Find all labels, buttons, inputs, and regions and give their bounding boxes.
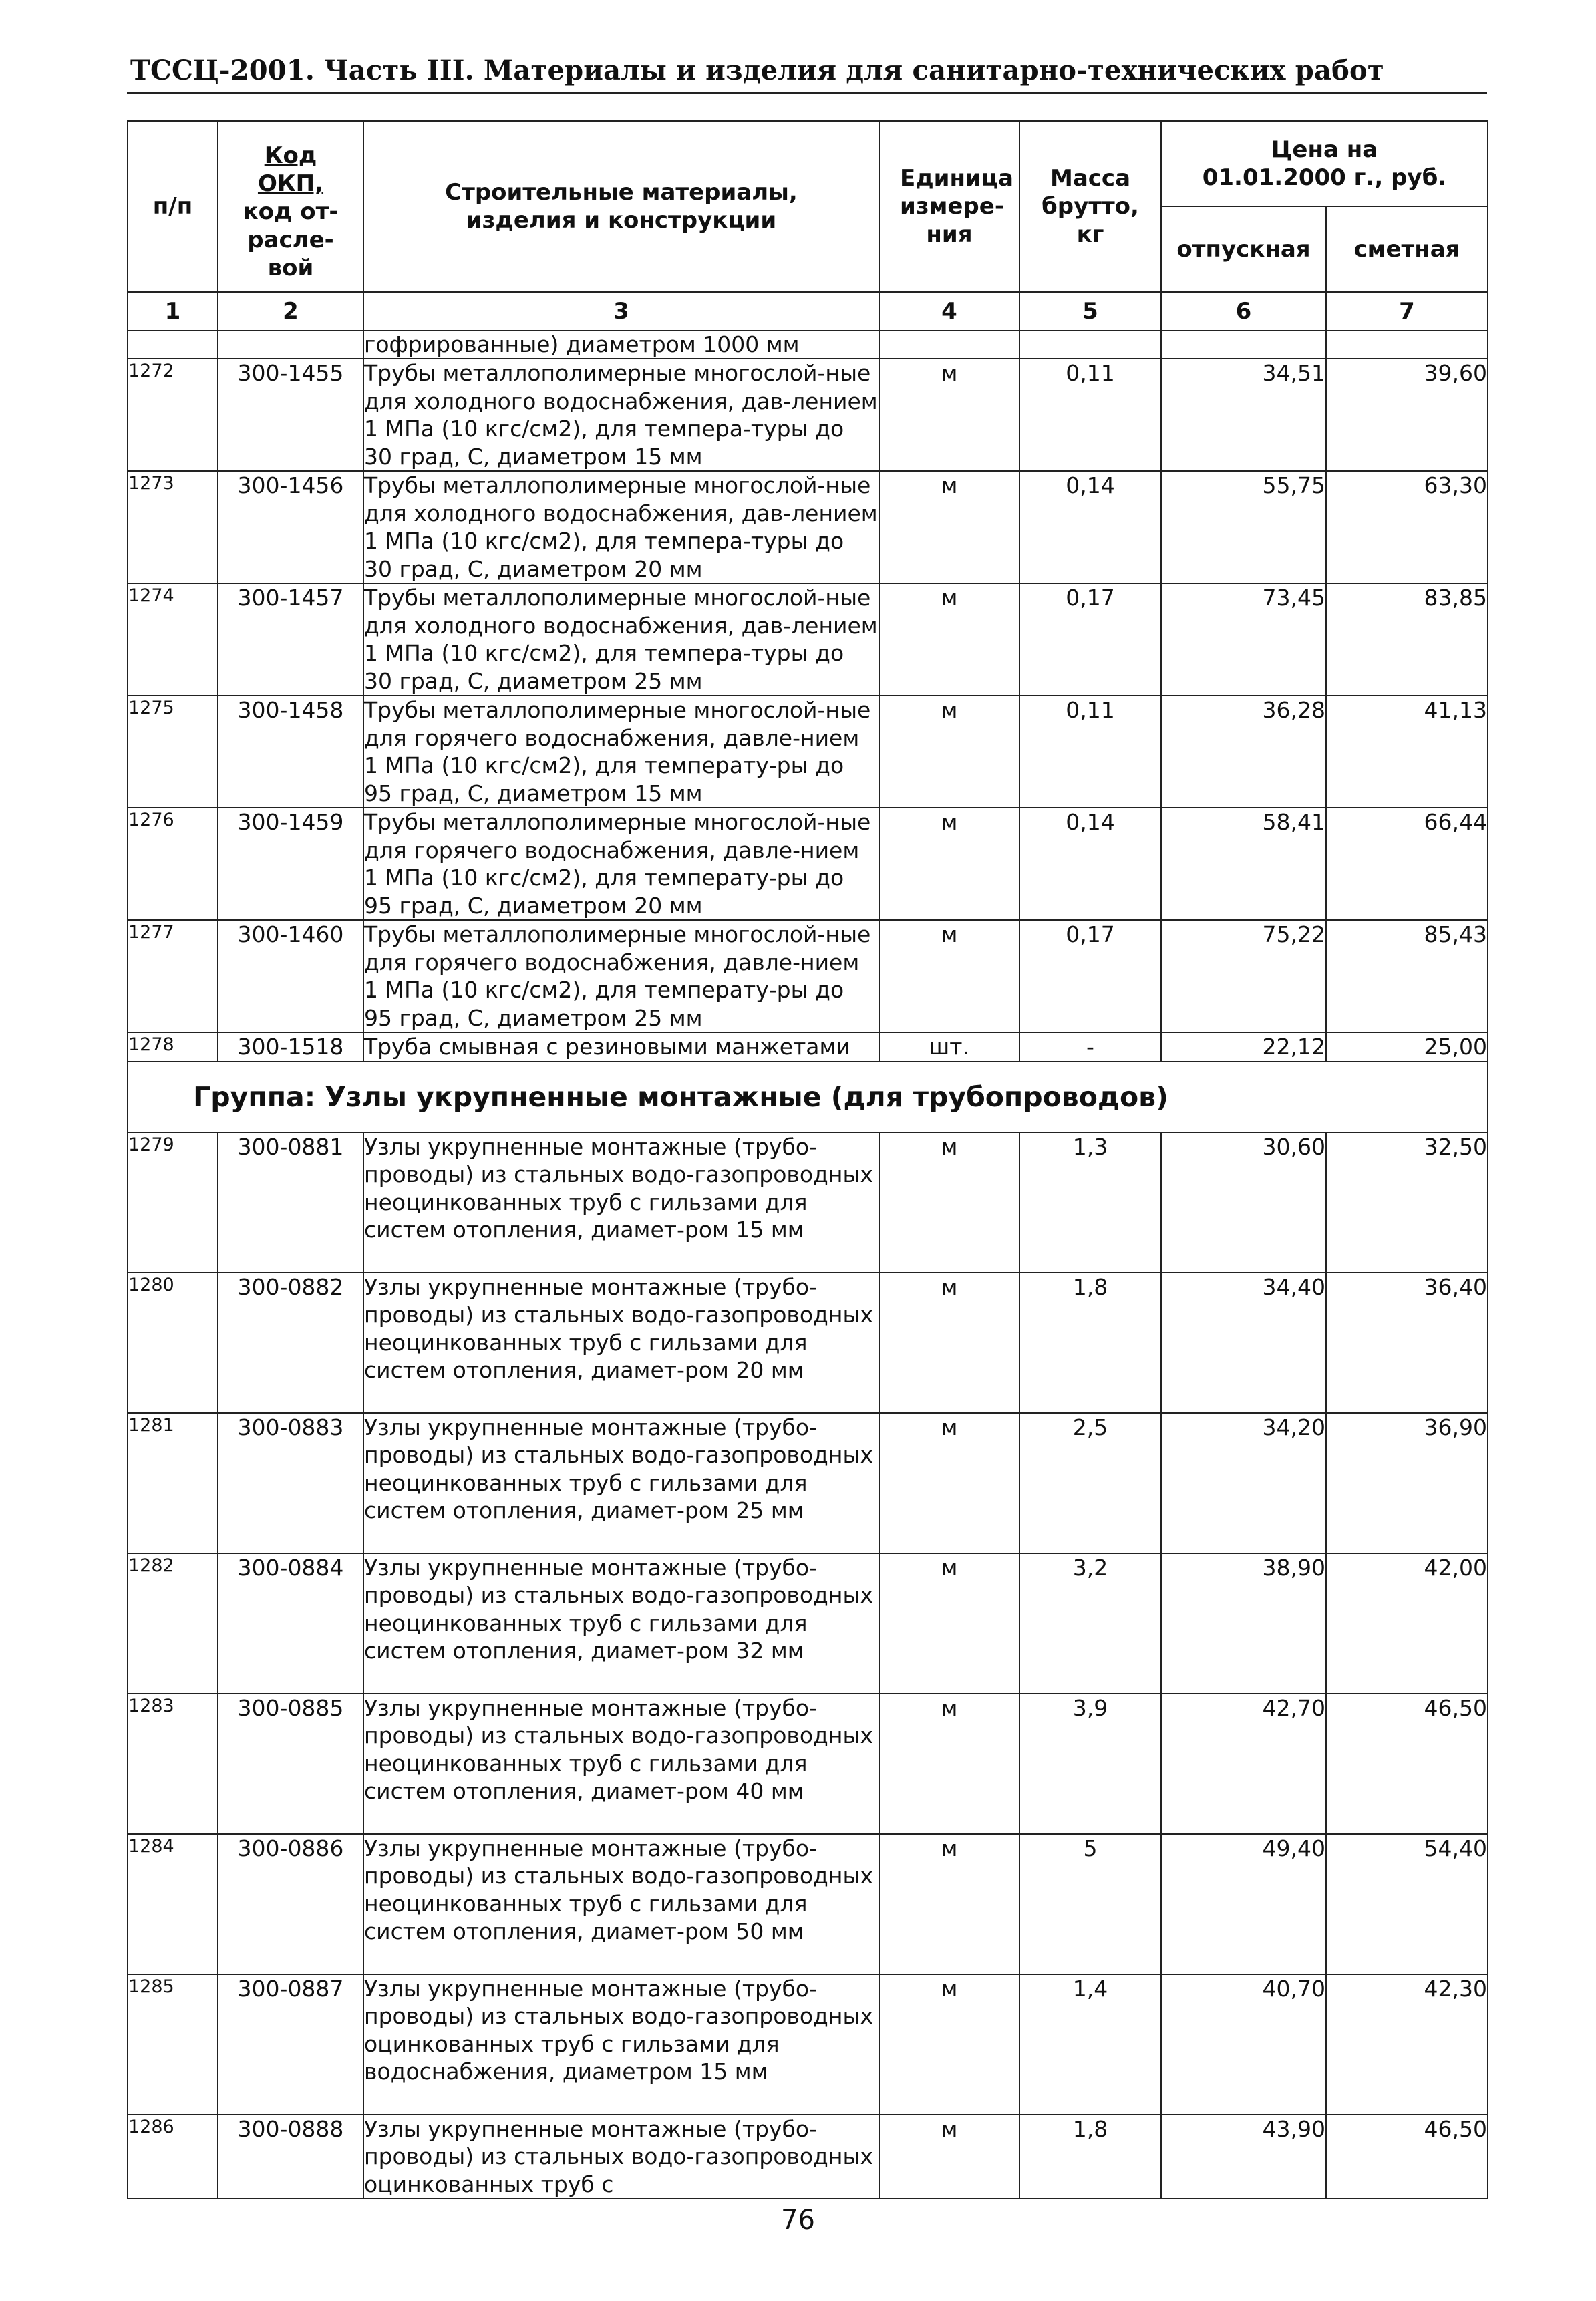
mass-value: 3,9 bbox=[1019, 1694, 1161, 1834]
header-code-line4: расле- bbox=[247, 226, 334, 253]
mass-value: 1,8 bbox=[1019, 1273, 1161, 1413]
page-number: 76 bbox=[781, 2205, 815, 2236]
table-row bbox=[128, 1132, 1488, 1273]
unit-value: м bbox=[879, 2115, 1019, 2199]
table-row bbox=[128, 1834, 1488, 1974]
row-number: 1280 bbox=[128, 1273, 218, 1413]
continuation-row bbox=[128, 331, 1488, 359]
row-number: 1282 bbox=[128, 1553, 218, 1694]
material-code: 300-0882 bbox=[218, 1273, 363, 1413]
table-row bbox=[128, 471, 1488, 583]
unit-value: м bbox=[879, 808, 1019, 920]
material-code: 300-1458 bbox=[218, 696, 363, 808]
table-row bbox=[128, 1273, 1488, 1413]
mass-value: 1,4 bbox=[1019, 1974, 1161, 2115]
group-title: Группа: Узлы укрупненные монтажные (для трубопроводов) bbox=[128, 1062, 1488, 1132]
unit-value: м bbox=[879, 920, 1019, 1032]
material-description: Узлы укрупненные монтажные (трубо-проводы) из стальных водо-газопроводных неоцинкованных труб с гильзами для систем отопления, диамет-ром 32 мм bbox=[363, 1553, 879, 1694]
material-description: Трубы металлополимерные многослой-ные для горячего водоснабжения, давле-нием 1 МПа (10 кгс/см2), для температу-ры до 95 град, С, диаметром 15 мм bbox=[363, 696, 879, 808]
header-code-line1: Код bbox=[264, 142, 317, 169]
empty-cell bbox=[218, 331, 363, 359]
material-code: 300-1456 bbox=[218, 471, 363, 583]
material-code: 300-0881 bbox=[218, 1132, 363, 1273]
estimate-price: 46,50 bbox=[1326, 1694, 1488, 1834]
mass-value: 0,11 bbox=[1019, 359, 1161, 471]
mass-value: 5 bbox=[1019, 1834, 1161, 1974]
table-row bbox=[128, 2115, 1488, 2199]
mass-value: 0,17 bbox=[1019, 920, 1161, 1032]
release-price: 34,40 bbox=[1161, 1273, 1326, 1413]
empty-cell bbox=[128, 331, 218, 359]
row-number: 1273 bbox=[128, 471, 218, 583]
table-row bbox=[128, 583, 1488, 696]
material-code: 300-0883 bbox=[218, 1413, 363, 1553]
material-code: 300-0886 bbox=[218, 1834, 363, 1974]
mass-value: 1,3 bbox=[1019, 1132, 1161, 1273]
unit-value: м bbox=[879, 471, 1019, 583]
release-price: 49,40 bbox=[1161, 1834, 1326, 1974]
table-row bbox=[128, 359, 1488, 471]
header-price-release: отпускная bbox=[1161, 206, 1326, 292]
estimate-price: 46,50 bbox=[1326, 2115, 1488, 2199]
release-price: 22,12 bbox=[1161, 1032, 1326, 1062]
unit-value: м bbox=[879, 1834, 1019, 1974]
material-code: 300-0884 bbox=[218, 1553, 363, 1694]
unit-value: м bbox=[879, 1553, 1019, 1694]
row-number: 1284 bbox=[128, 1834, 218, 1974]
estimate-price: 63,30 bbox=[1326, 471, 1488, 583]
material-description: Трубы металлополимерные многослой-ные для холодного водоснабжения, дав-лением 1 МПа (10 кгс/см2), для темпера-туры до 30 град, С, диаметром 15 мм bbox=[363, 359, 879, 471]
material-description: Трубы металлополимерные многослой-ные для горячего водоснабжения, давле-нием 1 МПа (10 кгс/см2), для температу-ры до 95 град, С, диаметром 25 мм bbox=[363, 920, 879, 1032]
material-code: 300-1518 bbox=[218, 1032, 363, 1062]
row-number: 1277 bbox=[128, 920, 218, 1032]
col-number: 7 bbox=[1326, 292, 1488, 331]
row-number: 1274 bbox=[128, 583, 218, 696]
release-price: 75,22 bbox=[1161, 920, 1326, 1032]
empty-cell bbox=[1161, 331, 1326, 359]
mass-value: 1,8 bbox=[1019, 2115, 1161, 2199]
estimate-price: 54,40 bbox=[1326, 1834, 1488, 1974]
material-description: Узлы укрупненные монтажные (трубо-проводы) из стальных водо-газопроводных оцинкованных труб с bbox=[363, 2115, 879, 2199]
table-row bbox=[128, 1694, 1488, 1834]
header-code-line3: код от- bbox=[243, 198, 339, 225]
release-price: 34,20 bbox=[1161, 1413, 1326, 1553]
column-numbers-row bbox=[128, 292, 1488, 331]
row-number: 1286 bbox=[128, 2115, 218, 2199]
estimate-price: 39,60 bbox=[1326, 359, 1488, 471]
header-code-line2: ОКП, bbox=[257, 170, 324, 197]
mass-value: - bbox=[1019, 1032, 1161, 1062]
material-code: 300-1459 bbox=[218, 808, 363, 920]
col-number: 6 bbox=[1161, 292, 1326, 331]
mass-value: 0,11 bbox=[1019, 696, 1161, 808]
material-description: Узлы укрупненные монтажные (трубо-проводы) из стальных водо-газопроводных неоцинкованных труб с гильзами для систем отопления, диамет-ром 40 мм bbox=[363, 1694, 879, 1834]
material-code: 300-1457 bbox=[218, 583, 363, 696]
mass-value: 3,2 bbox=[1019, 1553, 1161, 1694]
mass-value: 2,5 bbox=[1019, 1413, 1161, 1553]
material-description: Узлы укрупненные монтажные (трубо-проводы) из стальных водо-газопроводных неоцинкованных труб с гильзами для систем отопления, диамет-ром 25 мм bbox=[363, 1413, 879, 1553]
material-code: 300-0885 bbox=[218, 1694, 363, 1834]
estimate-price: 25,00 bbox=[1326, 1032, 1488, 1062]
col-number: 1 bbox=[128, 292, 218, 331]
material-code: 300-0888 bbox=[218, 2115, 363, 2199]
material-code: 300-1455 bbox=[218, 359, 363, 471]
table-row bbox=[128, 808, 1488, 920]
unit-value: м bbox=[879, 1413, 1019, 1553]
mass-value: 0,14 bbox=[1019, 471, 1161, 583]
header-num: п/п bbox=[128, 121, 218, 292]
empty-cell bbox=[879, 331, 1019, 359]
material-description: Узлы укрупненные монтажные (трубо-проводы) из стальных водо-газопроводных неоцинкованных труб с гильзами для систем отопления, диамет-ром 15 мм bbox=[363, 1132, 879, 1273]
table-row bbox=[128, 1413, 1488, 1553]
header-mass: Масса брутто, кг bbox=[1019, 121, 1161, 292]
material-description: Трубы металлополимерные многослой-ные для холодного водоснабжения, дав-лением 1 МПа (10 кгс/см2), для темпера-туры до 30 град, С, диаметром 20 мм bbox=[363, 471, 879, 583]
row-number: 1278 bbox=[128, 1032, 218, 1062]
release-price: 36,28 bbox=[1161, 696, 1326, 808]
row-number: 1281 bbox=[128, 1413, 218, 1553]
continuation-text: гофрированные) диаметром 1000 мм bbox=[363, 331, 879, 359]
col-number: 3 bbox=[363, 292, 879, 331]
header-code-line5: вой bbox=[267, 255, 314, 281]
header-unit: Единица измере-ния bbox=[879, 121, 1019, 292]
row-number: 1283 bbox=[128, 1694, 218, 1834]
row-number: 1279 bbox=[128, 1132, 218, 1273]
empty-cell bbox=[1326, 331, 1488, 359]
table-row bbox=[128, 1553, 1488, 1694]
estimate-price: 42,30 bbox=[1326, 1974, 1488, 2115]
estimate-price: 32,50 bbox=[1326, 1132, 1488, 1273]
materials-price-table bbox=[127, 120, 1488, 2199]
release-price: 38,90 bbox=[1161, 1553, 1326, 1694]
material-description: Трубы металлополимерные многослой-ные для холодного водоснабжения, дав-лением 1 МПа (10 кгс/см2), для темпера-туры до 30 град, С, диаметром 25 мм bbox=[363, 583, 879, 696]
document-header: ТССЦ-2001. Часть III. Материалы и изделия для санитарно-технических работ bbox=[130, 55, 1384, 86]
col-number: 5 bbox=[1019, 292, 1161, 331]
col-number: 4 bbox=[879, 292, 1019, 331]
estimate-price: 85,43 bbox=[1326, 920, 1488, 1032]
release-price: 42,70 bbox=[1161, 1694, 1326, 1834]
material-code: 300-1460 bbox=[218, 920, 363, 1032]
estimate-price: 36,90 bbox=[1326, 1413, 1488, 1553]
header-price-estimate: сметная bbox=[1326, 206, 1488, 292]
estimate-price: 41,13 bbox=[1326, 696, 1488, 808]
table-row bbox=[128, 696, 1488, 808]
mass-value: 0,17 bbox=[1019, 583, 1161, 696]
row-number: 1275 bbox=[128, 696, 218, 808]
material-description: Труба смывная с резиновыми манжетами bbox=[363, 1032, 879, 1062]
unit-value: м bbox=[879, 1694, 1019, 1834]
row-number: 1272 bbox=[128, 359, 218, 471]
header-name: Строительные материалы, изделия и конструкции bbox=[363, 121, 879, 292]
unit-value: м bbox=[879, 1132, 1019, 1273]
material-description: Трубы металлополимерные многослой-ные для горячего водоснабжения, давле-нием 1 МПа (10 кгс/см2), для температу-ры до 95 град, С, диаметром 20 мм bbox=[363, 808, 879, 920]
material-code: 300-0887 bbox=[218, 1974, 363, 2115]
header-price: Цена на 01.01.2000 г., руб. bbox=[1161, 121, 1488, 206]
group-row bbox=[128, 1062, 1488, 1132]
row-number: 1276 bbox=[128, 808, 218, 920]
release-price: 55,75 bbox=[1161, 471, 1326, 583]
unit-value: шт. bbox=[879, 1032, 1019, 1062]
release-price: 58,41 bbox=[1161, 808, 1326, 920]
release-price: 73,45 bbox=[1161, 583, 1326, 696]
unit-value: м bbox=[879, 1974, 1019, 2115]
unit-value: м bbox=[879, 1273, 1019, 1413]
estimate-price: 42,00 bbox=[1326, 1553, 1488, 1694]
estimate-price: 83,85 bbox=[1326, 583, 1488, 696]
empty-cell bbox=[1019, 331, 1161, 359]
estimate-price: 66,44 bbox=[1326, 808, 1488, 920]
material-description: Узлы укрупненные монтажные (трубо-проводы) из стальных водо-газопроводных неоцинкованных труб с гильзами для систем отопления, диамет-ром 20 мм bbox=[363, 1273, 879, 1413]
table-row bbox=[128, 1974, 1488, 2115]
release-price: 30,60 bbox=[1161, 1132, 1326, 1273]
unit-value: м bbox=[879, 583, 1019, 696]
mass-value: 0,14 bbox=[1019, 808, 1161, 920]
release-price: 40,70 bbox=[1161, 1974, 1326, 2115]
row-number: 1285 bbox=[128, 1974, 218, 2115]
release-price: 43,90 bbox=[1161, 2115, 1326, 2199]
unit-value: м bbox=[879, 696, 1019, 808]
col-number: 2 bbox=[218, 292, 363, 331]
unit-value: м bbox=[879, 359, 1019, 471]
header-rule bbox=[127, 92, 1487, 94]
table-row bbox=[128, 1032, 1488, 1062]
material-description: Узлы укрупненные монтажные (трубо-проводы) из стальных водо-газопроводных оцинкованных труб с гильзами для водоснабжения, диаметром 15 мм bbox=[363, 1974, 879, 2115]
table-row bbox=[128, 920, 1488, 1032]
release-price: 34,51 bbox=[1161, 359, 1326, 471]
estimate-price: 36,40 bbox=[1326, 1273, 1488, 1413]
header-code bbox=[218, 121, 363, 292]
material-description: Узлы укрупненные монтажные (трубо-проводы) из стальных водо-газопроводных неоцинкованных труб с гильзами для систем отопления, диамет-ром 50 мм bbox=[363, 1834, 879, 1974]
